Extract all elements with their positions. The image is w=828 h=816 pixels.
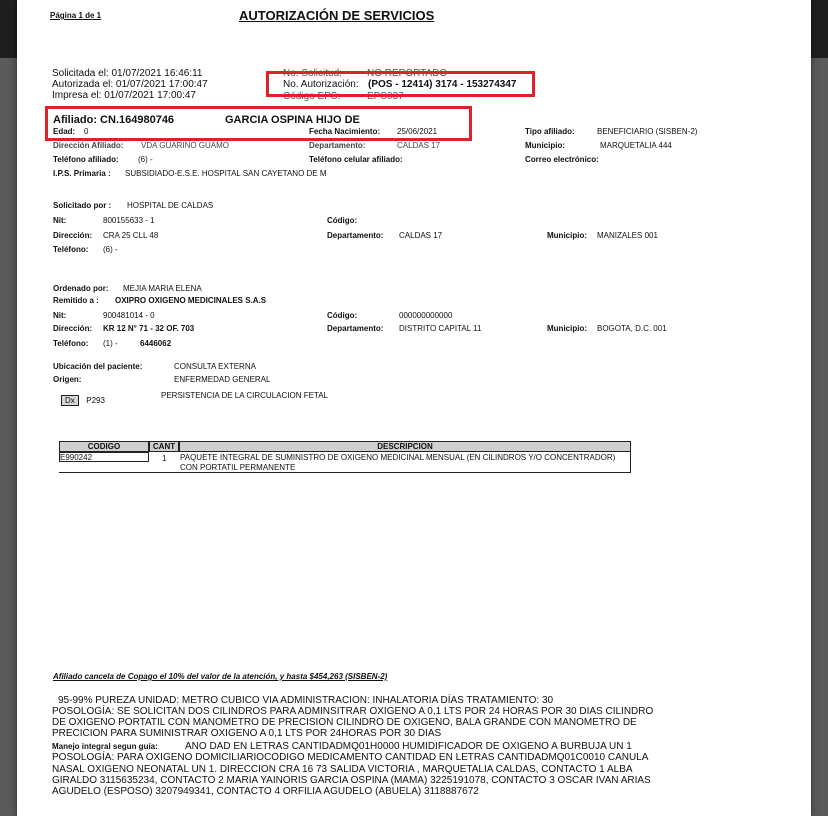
- codigo-eps-label: Código EPS:: [283, 91, 341, 102]
- obs-line-3: DE OXIGENO PORTATIL CON MANOMETRO DE PRECISION CILINDRO DE OXIGENO, BALA GRANDE CON MANOMETRO DE: [52, 717, 637, 728]
- remitido-nit-label: Nit:: [53, 311, 67, 320]
- tipo-afiliado-value: BENEFICIARIO (SISBEN-2): [597, 127, 698, 136]
- no-autorizacion-value: (POS - 12414) 3174 - 153274347: [368, 79, 517, 90]
- obs-line-2: POSOLOGÍA: SE SOLICITAN DOS CILINDROS PARA ADMINSITRAR OXIGENO A 0,1 LTS POR 24 HORAS POR 30 DIAS CILINDRO: [52, 706, 654, 717]
- row-descripcion-line2: CON PORTATIL PERMANENTE: [180, 463, 296, 472]
- remitido-departamento-value: DISTRITO CAPITAL 11: [399, 324, 482, 333]
- correo-label: Correo electrónico:: [525, 155, 599, 164]
- ips-primaria-value: SUBSIDIADO-E.S.E. HOSPITAL SAN CAYETANO DE M: [125, 169, 327, 178]
- highlight-afiliado-box: [45, 106, 472, 141]
- solicitante-telefono-label: Teléfono:: [53, 245, 89, 254]
- ordenado-por-label: Ordenado por:: [53, 284, 109, 293]
- obs-line-6: POSOLOGÍA: PARA OXIGENO DOMICILIARIOCODIGO MEDICAMENTO CANTIDAD EN LETRAS CANTIDADMQ01C0010 CANULA: [52, 752, 649, 763]
- remitido-a-value: OXIPRO OXIGENO MEDICINALES S.A.S: [115, 296, 267, 305]
- obs-line-9: AGUDELO (ESPOSO) 3207949341, CONTACTO 4 ORFILIA AGUDELO (ABUELA) 3118887672: [52, 786, 479, 797]
- dx-label: Dx: [61, 395, 79, 406]
- remitido-municipio-label: Municipio:: [547, 324, 587, 333]
- telefono-afiliado-label: Teléfono afiliado:: [53, 155, 119, 164]
- solicitante-municipio-value: MANIZALES 001: [597, 231, 658, 240]
- solicitado-por-label: Solicitado por :: [53, 201, 112, 210]
- afiliado-id: Afiliado: CN.164980746: [53, 114, 175, 126]
- remitido-nit-value: 900481014 - 0: [103, 311, 155, 320]
- direccion-afiliado-label: Dirección Afiliado:: [53, 141, 124, 150]
- dx-description: PERSISTENCIA DE LA CIRCULACION FETAL: [161, 391, 329, 400]
- remitido-departamento-label: Departamento:: [327, 324, 384, 333]
- departamento-afiliado-value: CALDAS 17: [397, 141, 441, 150]
- tipo-afiliado-label: Tipo afiliado:: [525, 127, 575, 136]
- solicitante-nit-label: Nit:: [53, 216, 67, 225]
- no-solicitud-value: NO REPORTADO: [367, 68, 448, 79]
- ubicacion-label: Ubicación del paciente:: [53, 362, 143, 371]
- edad-label: Edad:: [53, 127, 76, 136]
- remitido-municipio-value: BOGOTA, D.C. 001: [597, 324, 667, 333]
- origen-label: Origen:: [53, 375, 82, 384]
- fecha-solicitada: Solicitada el: 01/07/2021 16:46:11: [52, 68, 203, 79]
- fecha-impresa: Impresa el: 01/07/2021 17:00:47: [52, 90, 196, 101]
- remitido-direccion-value: KR 12 N° 71 - 32 OF. 703: [103, 324, 195, 333]
- solicitante-nit-value: 800155633 - 1: [103, 216, 155, 225]
- row-cant: 1: [162, 454, 167, 463]
- origen-value: ENFERMEDAD GENERAL: [174, 375, 271, 384]
- ubicacion-value: CONSULTA EXTERNA: [174, 362, 256, 371]
- solicitante-departamento-label: Departamento:: [327, 231, 384, 240]
- dx-code: P293: [86, 396, 105, 405]
- obs-line-5: ANO DAD EN LETRAS CANTIDADMQ01H0000 HUMIDIFICADOR DE OXIGENO A BURBUJA UN 1: [185, 741, 632, 752]
- afiliado-nombre: GARCIA OSPINA HIJO DE: [225, 114, 360, 126]
- no-autorizacion-label: No. Autorización:: [283, 79, 359, 90]
- document-title: AUTORIZACIÓN DE SERVICIOS: [239, 8, 435, 23]
- manejo-integral-label: Manejo integral segun guía:: [52, 742, 158, 751]
- fecha-nacimiento-value: 25/06/2021: [397, 127, 438, 136]
- obs-line-1: 95-99% PUREZA UNIDAD: METRO CUBICO VIA ADMINISTRACION: INHALATORIA DÍAS TRATAMIENTO: 30: [58, 695, 554, 706]
- remitido-telefono-prefix: (1) -: [103, 339, 118, 348]
- ordenado-por-value: MEJIA MARIA ELENA: [123, 284, 202, 293]
- solicitante-departamento-value: CALDAS 17: [399, 231, 443, 240]
- remitido-codigo-label: Código:: [327, 311, 358, 320]
- copago-note: Afiliado cancela de Copago el 10% del valor de la atención, y hasta $454,263 (SISBEN-2): [53, 672, 388, 681]
- column-header-descripcion: DESCRIPCION: [179, 441, 631, 452]
- ips-primaria-label: I.P.S. Primaria :: [53, 169, 111, 178]
- edad-value: 0: [84, 127, 89, 136]
- fecha-autorizada: Autorizada el: 01/07/2021 17:00:47: [52, 79, 208, 90]
- obs-line-4: PRECICION PARA SUMINISTRAR OXIGENO A 0,1 LTS POR 24HORAS POR 30 DIAS: [52, 728, 442, 739]
- solicitado-por-value: HOSPITAL DE CALDAS: [127, 201, 214, 210]
- remitido-direccion-label: Dirección:: [53, 324, 93, 333]
- column-header-codigo: CODIGO: [59, 441, 149, 452]
- page-number: Página 1 de 1: [50, 11, 102, 20]
- municipio-afiliado-label: Municipio:: [525, 141, 565, 150]
- obs-line-8: GIRALDO 3115635234, CONTACTO 2 MARIA YAINORIS GARCIA OSPINA (MAMA) 3225191078, CONTACTO 3 OSCAR IVAN ARIAS: [52, 775, 651, 786]
- solicitante-municipio-label: Municipio:: [547, 231, 587, 240]
- solicitante-direccion-value: CRA 25 CLL 48: [103, 231, 159, 240]
- row-codigo: E990242: [60, 453, 93, 462]
- celular-afiliado-label: Teléfono celular afiliado:: [309, 155, 403, 164]
- telefono-afiliado-value: (6) -: [138, 155, 153, 164]
- remitido-a-label: Remitido a :: [53, 296, 99, 305]
- solicitante-direccion-label: Dirección:: [53, 231, 93, 240]
- departamento-afiliado-label: Departamento:: [309, 141, 366, 150]
- row-descripcion-line1: PAQUETE INTEGRAL DE SUMINISTRO DE OXIGENO MEDICINAL MENSUAL (EN CILINDROS Y/O CONCENTRADOR): [180, 453, 616, 462]
- municipio-afiliado-value: MARQUETALIA 444: [600, 141, 672, 150]
- fecha-nacimiento-label: Fecha Nacimiento:: [309, 127, 381, 136]
- remitido-telefono-value: 6446062: [140, 339, 172, 348]
- column-header-cant: CANT: [149, 441, 179, 452]
- obs-line-7: NASAL OXIGENO NEONATAL UN 1. DIRECCION CRA 16 73 SALIDA VICTORIA , MARQUETALIA CALDAS, CONTACTO 1 ALBA: [52, 764, 633, 775]
- remitido-telefono-label: Teléfono:: [53, 339, 89, 348]
- no-solicitud-label: No. Solicitud:: [283, 68, 342, 79]
- solicitante-telefono-value: (6) -: [103, 245, 118, 254]
- document-page: [17, 0, 811, 816]
- direccion-afiliado-value: VDA GUARINO GUAMO: [141, 141, 230, 150]
- highlight-autorizacion-box: [266, 71, 535, 97]
- dx-row: [61, 390, 105, 408]
- solicitante-codigo-label: Código:: [327, 216, 358, 225]
- remitido-codigo-value: 000000000000: [399, 311, 453, 320]
- codigo-eps-value: EPS037: [367, 91, 404, 102]
